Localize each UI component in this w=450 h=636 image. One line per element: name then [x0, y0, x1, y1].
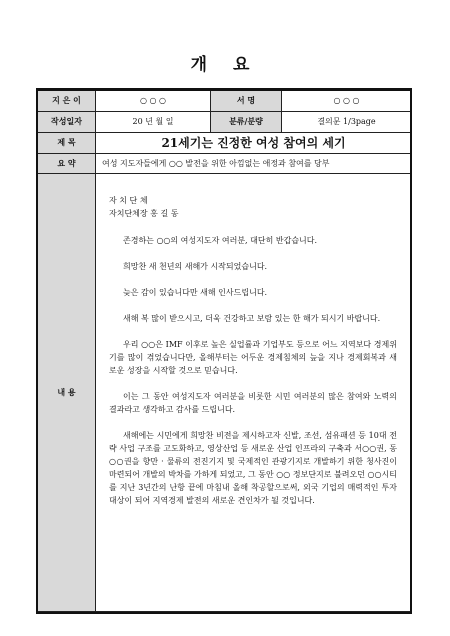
author-row	[38, 90, 412, 111]
signature-value: ○ ○ ○	[282, 90, 412, 111]
summary-row	[38, 153, 412, 173]
page-title: 개 요	[190, 55, 260, 75]
author-value: ○ ○ ○	[96, 90, 211, 111]
subject-label: 제 목	[38, 132, 96, 153]
content-label: 내 용	[38, 173, 96, 611]
category-value: 결의문 1/3page	[282, 111, 412, 132]
date-label: 작성일자	[38, 111, 96, 132]
summary-value: 여성 지도자들에게 ○○ 발전을 위한 아낌없는 애정과 참여를 당부	[96, 153, 412, 173]
content-paragraph: 희망찬 새 천년의 새해가 시작되었습니다.	[123, 261, 268, 271]
overview-form	[37, 89, 412, 612]
content-row	[38, 173, 412, 611]
subject-row	[38, 132, 412, 153]
content-paragraph: 새해에는 시민에게 희망찬 비전을 제시하고자 신발, 조선, 섬유패션 등 10대 전략 사업 구조를 고도화하고, 영상산업 등 새로운 산업 인프라의 구축과 서○○권, 동○○권을 향만 · 물류의 전진기지 및 국제적인 관광기지로 개발하기 위한 청사진이 마련되어 개발의 박차를 가하게 되었고, 그 동안 ○○ 정보단지로 불려오던 ○○시티를 지난 3년간의 난항 끝에 마침내 올해 착공할으로써, 외국 기업의 매력적인 투자대상이 되어 지역경제 발전의 새로운 견인차가 될 것입니다.	[109, 430, 397, 505]
subject-value: 21세기는 진정한 여성 참여의 세기	[96, 132, 412, 153]
date-row	[38, 111, 412, 132]
summary-label: 요 약	[38, 153, 96, 173]
date-value: 20 년 월 일	[96, 111, 211, 132]
content-paragraph: 이는 그 동안 여성지도자 여러분을 비롯한 시민 여러분의 많은 참여와 노력의 결과라고 생각하고 감사를 드립니다.	[109, 391, 397, 414]
signature-label: 서 명	[211, 90, 282, 111]
content-paragraph: 우리 ○○은 IMF 이후로 높은 실업률과 기업부도 등으로 어느 지역보다 경제위기를 많이 겪었습니다만, 올해부터는 어두운 경제침체의 늪을 지나 경제회복과 새로운 성장을 시작할 것으로 믿습니다.	[109, 339, 397, 375]
content-body	[96, 173, 412, 611]
content-paragraph: 존경하는 ○○의 여성지도자 여러분, 대단히 반갑습니다.	[123, 235, 318, 245]
category-label: 분류/분량	[211, 111, 282, 132]
content-org-line: 자 치 단 체	[109, 195, 148, 205]
content-head-line: 자치단체장 홍 길 동	[109, 208, 179, 218]
content-paragraph: 늦은 감이 있습니다만 새해 인사드립니다.	[123, 287, 268, 297]
content-paragraph: 새해 복 많이 받으시고, 더욱 건강하고 보람 있는 한 해가 되시기 바랍니다.	[123, 313, 381, 323]
author-label: 지 은 이	[38, 90, 96, 111]
